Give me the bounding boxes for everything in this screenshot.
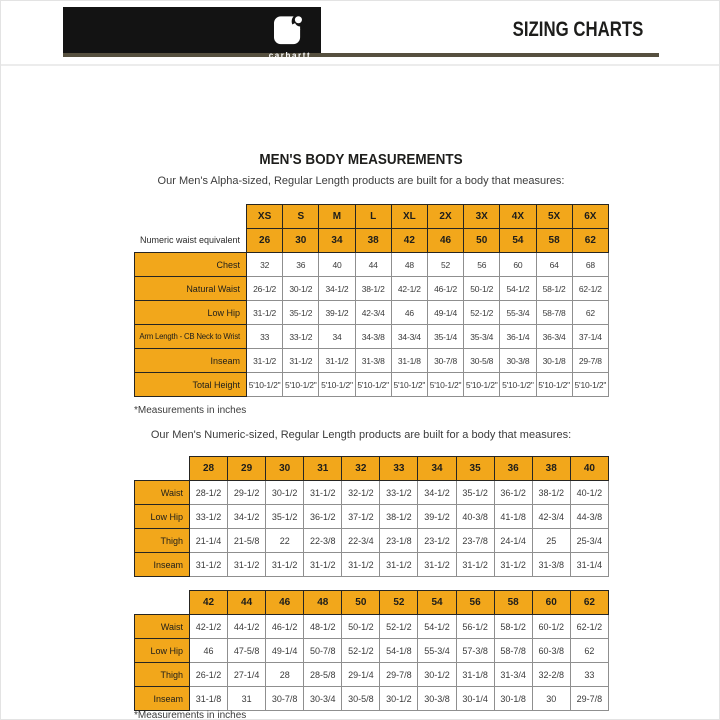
- measurement-cell: 31-1/8: [190, 687, 228, 711]
- row-label: Low Hip: [135, 301, 247, 325]
- measurement-row: [135, 481, 609, 505]
- corner-cell: [135, 457, 190, 481]
- measurement-cell: 36-3/4: [536, 325, 572, 349]
- measurement-cell: 30-1/8: [494, 687, 532, 711]
- measurement-cell: 26-1/2: [247, 277, 283, 301]
- size-header-cell: 5X: [536, 205, 572, 229]
- measurement-cell: 34-3/8: [355, 325, 391, 349]
- measurement-cell: 35-3/4: [464, 325, 500, 349]
- measurement-cell: 29-7/8: [572, 349, 608, 373]
- measurement-cell: 31-1/2: [283, 349, 319, 373]
- size-header-cell: 58: [494, 591, 532, 615]
- row-label: Inseam: [135, 687, 190, 711]
- measurement-cell: 21-5/8: [228, 529, 266, 553]
- measurement-cell: 33-1/2: [380, 481, 418, 505]
- size-header-cell: 34: [418, 457, 456, 481]
- size-header-cell: 40: [570, 457, 608, 481]
- size-header-row: [135, 591, 609, 615]
- measurement-cell: 34-1/2: [418, 481, 456, 505]
- size-header-cell: 56: [456, 591, 494, 615]
- measurement-cell: 25-3/4: [570, 529, 608, 553]
- size-header-cell: 44: [228, 591, 266, 615]
- measurement-cell: 23-7/8: [456, 529, 494, 553]
- measurement-cell: 28-1/2: [190, 481, 228, 505]
- measurement-cell: 55-3/4: [418, 639, 456, 663]
- measurement-cell: 50-1/2: [464, 277, 500, 301]
- measurement-row: [135, 349, 609, 373]
- measurement-cell: 50-1/2: [342, 615, 380, 639]
- measurement-row: [135, 325, 609, 349]
- equiv-value-cell: 58: [536, 229, 572, 253]
- measurement-cell: 39-1/2: [319, 301, 355, 325]
- size-header-row: [135, 205, 609, 229]
- measurement-cell: 30-5/8: [464, 349, 500, 373]
- measurement-cell: 35-1/2: [266, 505, 304, 529]
- measurement-cell: 62: [572, 301, 608, 325]
- measurement-cell: 49-1/4: [266, 639, 304, 663]
- size-header-cell: 46: [266, 591, 304, 615]
- measurement-cell: 31-1/2: [418, 553, 456, 577]
- measurement-cell: 40-1/2: [570, 481, 608, 505]
- measurement-cell: 5'10-1/2": [500, 373, 536, 397]
- measurement-cell: 5'10-1/2": [572, 373, 608, 397]
- measurement-cell: 38-1/2: [355, 277, 391, 301]
- measurement-cell: 37-1/4: [572, 325, 608, 349]
- measurement-cell: 21-1/4: [190, 529, 228, 553]
- measurement-cell: 25: [532, 529, 570, 553]
- measurement-cell: 30-1/8: [536, 349, 572, 373]
- measurement-cell: 22-3/8: [304, 529, 342, 553]
- size-header-cell: 50: [342, 591, 380, 615]
- row-label: Waist: [135, 481, 190, 505]
- measurement-row: [135, 615, 609, 639]
- numeric-size-table-2-container: [134, 590, 609, 711]
- numeric-waist-equivalent-row: [135, 229, 609, 253]
- measurement-cell: 52-1/2: [342, 639, 380, 663]
- numeric-size-table-1-container: [134, 456, 609, 577]
- size-header-cell: M: [319, 205, 355, 229]
- measurement-cell: 38-1/2: [532, 481, 570, 505]
- measurement-cell: 52: [427, 253, 463, 277]
- measurement-row: [135, 301, 609, 325]
- row-label: Arm Length - CB Neck to Wrist: [135, 325, 247, 349]
- equiv-value-cell: 34: [319, 229, 355, 253]
- measurement-cell: 34-1/2: [319, 277, 355, 301]
- measurement-cell: 29-7/8: [570, 687, 608, 711]
- measurement-cell: 34: [319, 325, 355, 349]
- measurement-cell: 22: [266, 529, 304, 553]
- measurement-cell: 31-1/2: [266, 553, 304, 577]
- measurement-cell: 5'10-1/2": [464, 373, 500, 397]
- measurement-cell: 31-1/2: [456, 553, 494, 577]
- measurement-cell: 54-1/2: [500, 277, 536, 301]
- measurement-cell: 44: [355, 253, 391, 277]
- size-header-cell: 2X: [427, 205, 463, 229]
- measurement-cell: 42-3/4: [532, 505, 570, 529]
- equiv-value-cell: 38: [355, 229, 391, 253]
- measurement-cell: 31-3/8: [532, 553, 570, 577]
- measurement-row: [135, 277, 609, 301]
- measurement-row: [135, 687, 609, 711]
- row-label: Chest: [135, 253, 247, 277]
- measurement-cell: 30-1/2: [283, 277, 319, 301]
- measurement-cell: 58-7/8: [536, 301, 572, 325]
- measurement-row: [135, 663, 609, 687]
- measurement-cell: 55-3/4: [500, 301, 536, 325]
- measurement-cell: 42-3/4: [355, 301, 391, 325]
- measurement-cell: 28: [266, 663, 304, 687]
- equiv-value-cell: 46: [427, 229, 463, 253]
- equiv-value-cell: 54: [500, 229, 536, 253]
- size-header-cell: 38: [532, 457, 570, 481]
- measurement-cell: 36-1/2: [304, 505, 342, 529]
- equiv-value-cell: 50: [464, 229, 500, 253]
- size-header-cell: 35: [456, 457, 494, 481]
- measurement-cell: 31-1/4: [570, 553, 608, 577]
- size-header-cell: S: [283, 205, 319, 229]
- equiv-value-cell: 26: [247, 229, 283, 253]
- numeric-size-table-2: [134, 590, 609, 711]
- measurement-cell: 5'10-1/2": [427, 373, 463, 397]
- measurement-cell: 57-3/8: [456, 639, 494, 663]
- equiv-value-cell: 62: [572, 229, 608, 253]
- equiv-value-cell: 30: [283, 229, 319, 253]
- measurement-cell: 49-1/4: [427, 301, 463, 325]
- measurement-cell: 31-1/2: [342, 553, 380, 577]
- numeric-subtitle: Our Men's Numeric-sized, Regular Length products are built for a body that measures:: [150, 429, 572, 441]
- measurement-cell: 30-5/8: [342, 687, 380, 711]
- measurement-cell: 22-3/4: [342, 529, 380, 553]
- measurement-cell: 42-1/2: [190, 615, 228, 639]
- row-label: Inseam: [135, 553, 190, 577]
- size-header-cell: XL: [391, 205, 427, 229]
- measurement-cell: 64: [536, 253, 572, 277]
- measurement-cell: 30-1/4: [456, 687, 494, 711]
- corner-cell: [135, 591, 190, 615]
- measurement-cell: 46: [391, 301, 427, 325]
- measurement-cell: 58-1/2: [494, 615, 532, 639]
- page-title: SIZING CHARTS: [512, 18, 643, 41]
- measurement-cell: 38-1/2: [380, 505, 418, 529]
- measurement-cell: 35-1/2: [283, 301, 319, 325]
- measurement-cell: 46-1/2: [427, 277, 463, 301]
- header-divider: [1, 64, 720, 66]
- measurement-cell: 35-1/4: [427, 325, 463, 349]
- measurement-row: [135, 505, 609, 529]
- size-header-cell: XS: [247, 205, 283, 229]
- size-header-cell: L: [355, 205, 391, 229]
- measurement-cell: 48-1/2: [304, 615, 342, 639]
- size-header-cell: 48: [304, 591, 342, 615]
- measurement-cell: 31-1/2: [247, 349, 283, 373]
- measurement-cell: 29-7/8: [380, 663, 418, 687]
- corner-cell: [135, 205, 247, 229]
- measurement-cell: 52-1/2: [380, 615, 418, 639]
- measurement-cell: 31-1/2: [380, 553, 418, 577]
- measurement-cell: 31-1/2: [494, 553, 532, 577]
- measurement-cell: 46-1/2: [266, 615, 304, 639]
- size-header-cell: 30: [266, 457, 304, 481]
- measurement-cell: 5'10-1/2": [247, 373, 283, 397]
- measurement-cell: 48: [391, 253, 427, 277]
- measurement-cell: 40: [319, 253, 355, 277]
- measurement-cell: 5'10-1/2": [355, 373, 391, 397]
- measurement-cell: 31-3/8: [355, 349, 391, 373]
- size-header-row: [135, 457, 609, 481]
- measurement-cell: 37-1/2: [342, 505, 380, 529]
- carhartt-wordmark: carhartt: [268, 51, 312, 60]
- banner-gold-bar: [321, 7, 659, 53]
- measurement-cell: 36-1/2: [494, 481, 532, 505]
- measurement-cell: 39-1/2: [418, 505, 456, 529]
- measurement-cell: 30-1/2: [380, 687, 418, 711]
- size-header-cell: 33: [380, 457, 418, 481]
- size-header-cell: 60: [532, 591, 570, 615]
- measurement-cell: 68: [572, 253, 608, 277]
- measurement-cell: 50-7/8: [304, 639, 342, 663]
- measurement-cell: 54-1/2: [418, 615, 456, 639]
- measurement-cell: 23-1/2: [418, 529, 456, 553]
- measurement-cell: 26-1/2: [190, 663, 228, 687]
- measurement-cell: 5'10-1/2": [536, 373, 572, 397]
- row-label: Waist: [135, 615, 190, 639]
- measurement-row: [135, 529, 609, 553]
- measurement-cell: 33: [570, 663, 608, 687]
- measurement-cell: 54-1/8: [380, 639, 418, 663]
- header-banner: [63, 7, 659, 60]
- carhartt-c-icon: [273, 13, 307, 45]
- measurement-cell: 58-7/8: [494, 639, 532, 663]
- alpha-size-table: [134, 204, 609, 397]
- measurement-cell: 60-1/2: [532, 615, 570, 639]
- measurement-cell: 28-5/8: [304, 663, 342, 687]
- measurement-cell: 30-7/8: [427, 349, 463, 373]
- row-label: Thigh: [135, 663, 190, 687]
- measurement-cell: 31-1/2: [304, 553, 342, 577]
- measurement-cell: 29-1/4: [342, 663, 380, 687]
- measurement-cell: 56: [464, 253, 500, 277]
- section-title: MEN'S BODY MEASUREMENTS: [259, 151, 463, 168]
- measurement-cell: 30-3/8: [500, 349, 536, 373]
- size-header-cell: 36: [494, 457, 532, 481]
- measurement-cell: 60-3/8: [532, 639, 570, 663]
- measurement-cell: 29-1/2: [228, 481, 266, 505]
- size-header-cell: 54: [418, 591, 456, 615]
- size-header-cell: 62: [570, 591, 608, 615]
- measurement-cell: 30-1/2: [266, 481, 304, 505]
- size-header-cell: 32: [342, 457, 380, 481]
- measurements-footnote: *Measurements in inches: [134, 405, 247, 416]
- measurement-cell: 5'10-1/2": [283, 373, 319, 397]
- size-header-cell: 42: [190, 591, 228, 615]
- measurement-cell: 31-1/8: [456, 663, 494, 687]
- measurements-footnote-2: *Measurements in inches: [134, 710, 247, 720]
- measurement-row: [135, 373, 609, 397]
- measurement-row: [135, 553, 609, 577]
- measurement-cell: 34-3/4: [391, 325, 427, 349]
- measurement-cell: 5'10-1/2": [319, 373, 355, 397]
- measurement-cell: 46: [190, 639, 228, 663]
- numeric-size-table-1: [134, 456, 609, 577]
- row-label: Low Hip: [135, 505, 190, 529]
- measurement-cell: 33-1/2: [283, 325, 319, 349]
- size-header-cell: 4X: [500, 205, 536, 229]
- measurement-cell: 40-3/8: [456, 505, 494, 529]
- row-label: Natural Waist: [135, 277, 247, 301]
- measurement-cell: 30-3/4: [304, 687, 342, 711]
- measurement-cell: 31-3/4: [494, 663, 532, 687]
- measurement-cell: 31-1/2: [304, 481, 342, 505]
- measurement-cell: 32-1/2: [342, 481, 380, 505]
- measurement-cell: 44-3/8: [570, 505, 608, 529]
- row-label: Numeric waist equivalent: [135, 229, 247, 253]
- measurement-cell: 27-1/4: [228, 663, 266, 687]
- carhartt-logo: [63, 7, 321, 60]
- measurement-cell: 23-1/8: [380, 529, 418, 553]
- measurement-cell: 58-1/2: [536, 277, 572, 301]
- size-header-cell: 52: [380, 591, 418, 615]
- measurement-cell: 31: [228, 687, 266, 711]
- measurement-cell: 31-1/2: [228, 553, 266, 577]
- measurement-cell: 36-1/4: [500, 325, 536, 349]
- measurement-cell: 24-1/4: [494, 529, 532, 553]
- measurement-cell: 30-1/2: [418, 663, 456, 687]
- measurement-cell: 31-1/2: [319, 349, 355, 373]
- measurement-cell: 34-1/2: [228, 505, 266, 529]
- row-label: Thigh: [135, 529, 190, 553]
- size-header-cell: 3X: [464, 205, 500, 229]
- measurement-row: [135, 253, 609, 277]
- row-label: Low Hip: [135, 639, 190, 663]
- measurement-cell: 31-1/2: [247, 301, 283, 325]
- equiv-value-cell: 42: [391, 229, 427, 253]
- measurement-cell: 32: [247, 253, 283, 277]
- measurement-cell: 33: [247, 325, 283, 349]
- size-header-cell: 31: [304, 457, 342, 481]
- alpha-size-table-container: [134, 204, 609, 397]
- measurement-cell: 30-3/8: [418, 687, 456, 711]
- measurement-cell: 42-1/2: [391, 277, 427, 301]
- row-label: Total Height: [135, 373, 247, 397]
- measurement-cell: 62: [570, 639, 608, 663]
- size-header-cell: 6X: [572, 205, 608, 229]
- measurement-cell: 5'10-1/2": [391, 373, 427, 397]
- measurement-cell: 30: [532, 687, 570, 711]
- measurement-cell: 36: [283, 253, 319, 277]
- measurement-cell: 35-1/2: [456, 481, 494, 505]
- measurement-cell: 33-1/2: [190, 505, 228, 529]
- measurement-cell: 62-1/2: [570, 615, 608, 639]
- measurement-cell: 52-1/2: [464, 301, 500, 325]
- measurement-cell: 44-1/2: [228, 615, 266, 639]
- measurement-cell: 31-1/2: [190, 553, 228, 577]
- measurement-cell: 31-1/8: [391, 349, 427, 373]
- size-header-cell: 28: [190, 457, 228, 481]
- measurement-cell: 47-5/8: [228, 639, 266, 663]
- measurement-cell: 30-7/8: [266, 687, 304, 711]
- row-label: Inseam: [135, 349, 247, 373]
- measurement-cell: 60: [500, 253, 536, 277]
- measurement-cell: 56-1/2: [456, 615, 494, 639]
- measurement-cell: 62-1/2: [572, 277, 608, 301]
- measurement-cell: 32-2/8: [532, 663, 570, 687]
- measurement-cell: 41-1/8: [494, 505, 532, 529]
- measurement-row: [135, 639, 609, 663]
- size-header-cell: 29: [228, 457, 266, 481]
- alpha-subtitle: Our Men's Alpha-sized, Regular Length products are built for a body that measures:: [157, 175, 565, 187]
